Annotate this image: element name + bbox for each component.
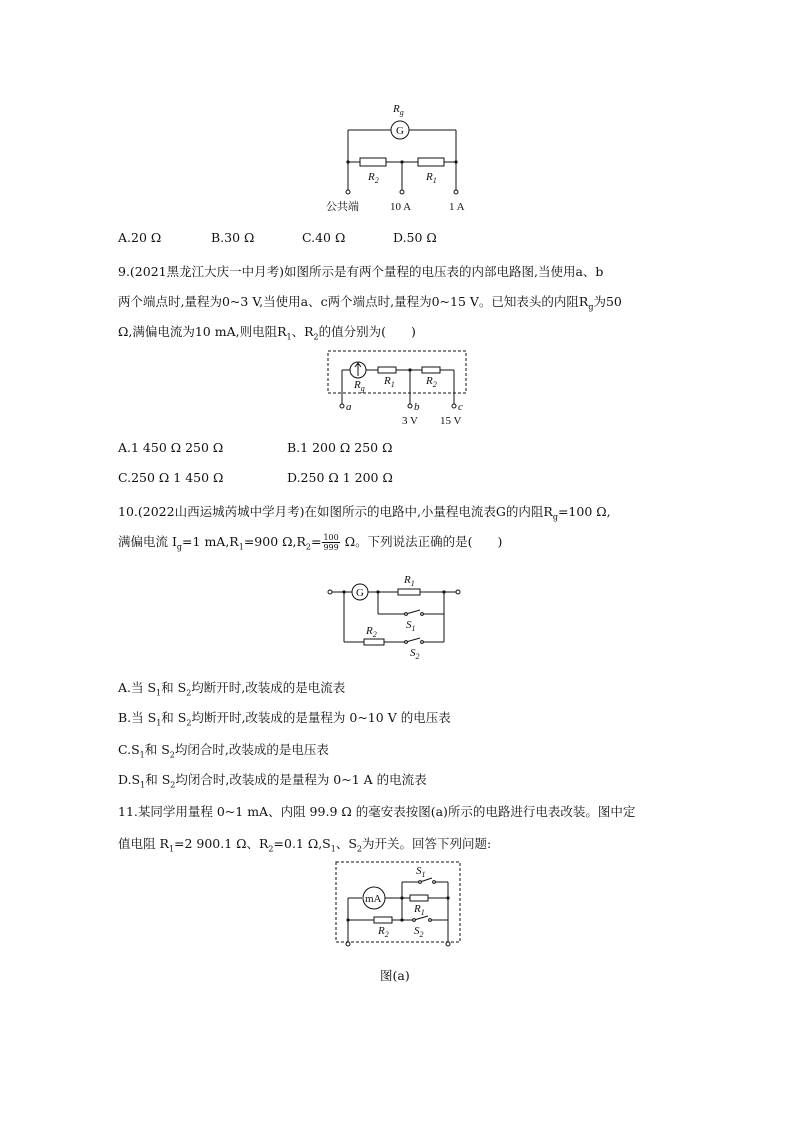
terminal-common: 公共端 (326, 201, 359, 213)
q9-option-c: C.250 Ω 1 450 Ω (118, 470, 224, 485)
q8-option-c: C.40 Ω (302, 230, 346, 245)
q10-stem-line2: 满偏电流 $I_g=1$ $mA,R_1=900$ $\Omega,R_2=$ $\frac{100}{999}$ Ω。下列说法正确的是( ) (118, 533, 503, 552)
q9-option-d: D.250 Ω 1 200 Ω (287, 470, 393, 485)
rg-label: $R_g$ (393, 103, 404, 117)
svg-text:R1: $R_1$ (384, 375, 395, 389)
figure-caption: 图(a) (380, 968, 410, 983)
svg-text:S2: $S_2$ (410, 647, 420, 661)
q10-circuit-figure (326, 570, 476, 662)
resistor-r2 (374, 917, 392, 923)
svg-text:R2: $R_2$ (366, 625, 377, 639)
q8-option-a: A.20 Ω (118, 230, 162, 245)
resistor-r1 (378, 367, 396, 373)
q10-option-a: A.当 $S_1$和 $S_2$均断开时,改装成的是电流表 (118, 680, 346, 698)
q11-stem-line2: 值电阻 $R_1=2$ 900.1 Ω、$R_2=0.1$ $\Omega,S_1$、$S_2$为开关。回答下列问题: (118, 836, 492, 854)
fraction: $\frac{100}{999}$ (323, 533, 339, 552)
svg-text:S1: $S_1$ (416, 865, 426, 879)
svg-text:R2: $R_2$ (378, 925, 389, 939)
q9-stem-line2: 两个端点时,量程为0~3 V,当使用a、c两个端点时,量程为0~15 V。已知表头的内阻$R_g$为50 (118, 294, 622, 312)
svg-text:R2: $R_2$ (368, 171, 379, 185)
q10-option-d: $D.S_1$和 $S_2$均闭合时,改装成的是量程为 0~1 A 的电流表 (118, 772, 427, 790)
terminal-1a: 1 A (449, 201, 465, 213)
switch-s2 (406, 638, 420, 642)
svg-text:15 V: 15 V (440, 415, 462, 427)
svg-text:G: G (356, 587, 364, 599)
svg-text:R2: $R_2$ (426, 375, 437, 389)
q10-stem-line1: 10.(2022山西运城芮城中学月考)在如图所示的电路中,小量程电流表G的内阻$R_g=100$ Ω, (118, 504, 611, 522)
q9-circuit-figure (326, 350, 476, 430)
svg-text:c: c (458, 401, 463, 413)
switch-s1 (406, 610, 420, 614)
q8-circuit-figure (320, 98, 480, 218)
q9-option-a: A.1 450 Ω 250 Ω (118, 440, 224, 455)
svg-text:R1: $R_1$ (426, 171, 437, 185)
resistor-r2 (422, 367, 440, 373)
svg-text:S1: $S_1$ (406, 619, 416, 633)
q9-option-b: B.1 200 Ω 250 Ω (287, 440, 393, 455)
terminal-10a: 10 A (390, 201, 412, 213)
svg-text:G: G (396, 125, 404, 137)
svg-text:Rg: $R_g$ (354, 379, 365, 393)
q8-option-b: B.30 Ω (211, 230, 255, 245)
resistor-r2 (360, 158, 386, 166)
svg-text:b: b (414, 401, 420, 413)
q9-stem-line1: 9.(2021黑龙江大庆一中月考)如图所示是有两个量程的电压表的内部电路图,当使用a、b (118, 264, 604, 279)
q11-circuit-figure (334, 860, 464, 950)
q10-option-b: B.当 $S_1$和 $S_2$均断开时,改装成的是量程为 0~10 V 的电压表 (118, 710, 451, 728)
resistor-r2 (364, 639, 384, 645)
resistor-r1 (398, 589, 420, 595)
q9-stem-line3: Ω,满偏电流为10 mA,则电阻$R_1$、$R_2$的值分别为( ) (118, 324, 416, 342)
q10-option-c: $C.S_1$和 $S_2$均闭合时,改装成的是电压表 (118, 742, 329, 760)
svg-text:R1: $R_1$ (404, 574, 415, 588)
resistor-r1 (418, 158, 444, 166)
svg-text:S2: $S_2$ (414, 925, 424, 939)
svg-text:a: a (346, 401, 352, 413)
svg-text:3 V: 3 V (402, 415, 418, 427)
svg-text:R1: $R_1$ (414, 903, 425, 917)
q11-stem-line1: 11.某同学用量程 0~1 mA、内阻 99.9 Ω 的毫安表按图(a)所示的电路进行电表改装。图中定 (118, 804, 636, 819)
svg-text:mA: mA (365, 893, 382, 905)
resistor-r1 (410, 895, 428, 901)
q8-option-d: D.50 Ω (393, 230, 437, 245)
